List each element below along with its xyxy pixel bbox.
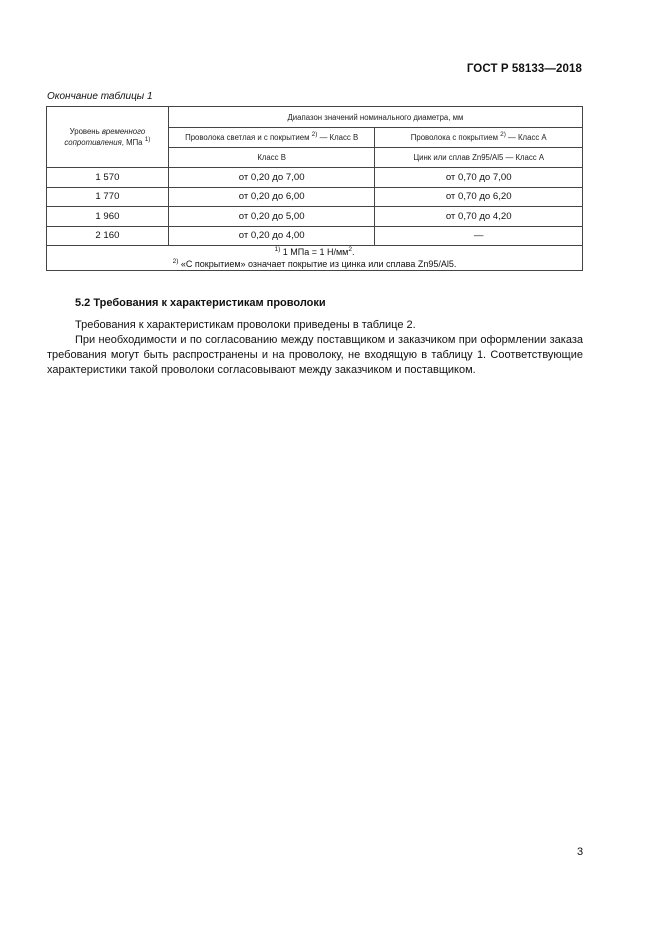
header-class-a: Проволока с покрытием $^{2)}$ — Класс А [375, 128, 583, 148]
header-strength: Уровень временного сопротивления, МПа $^{1)}$ [47, 107, 169, 168]
range-a-cell: от 0,70 до 4,20 [375, 207, 583, 227]
header-diameter-range: Диапазон значений номинального диаметра, мм [168, 107, 582, 128]
table-footnotes [47, 246, 583, 271]
subheader-class-a: Цинк или сплав Zn95/Al5 — Класс А [375, 148, 583, 168]
paragraph-2: При необходимости и по согласованию между поставщиком и заказчиком при оформлении заказа требования могут быть распространены и на проволоку, не входящую в таблицу 1. Соответствующие характеристики такой проволоки согласовывают между заказчиком и поставщиком. [47, 334, 583, 376]
document-id: ГОСТ Р 58133—2018 [466, 63, 582, 75]
range-a-cell: — [375, 226, 583, 246]
range-b-cell: от 0,20 до 5,00 [168, 207, 375, 227]
table-row [47, 207, 583, 227]
strength-cell: 2 160 [47, 226, 169, 246]
range-a-cell: от 0,70 до 6,20 [375, 187, 583, 207]
table-caption: Окончание таблицы 1 [47, 91, 153, 102]
table-row [47, 187, 583, 207]
strength-cell: 1 770 [47, 187, 169, 207]
strength-cell: 1 960 [47, 207, 169, 227]
strength-cell: 1 570 [47, 168, 169, 188]
range-a-cell: от 0,70 до 7,00 [375, 168, 583, 188]
range-b-cell: от 0,20 до 6,00 [168, 187, 375, 207]
range-b-cell: от 0,20 до 7,00 [168, 168, 375, 188]
subheader-class-b: Класс В [168, 148, 375, 168]
range-b-cell: от 0,20 до 4,00 [168, 226, 375, 246]
footnote-1: $^{1)}$ 1 МПа = 1 $Н/мм^2$. [274, 246, 355, 257]
section-title: 5.2 Требования к характеристикам проволоки [75, 297, 326, 309]
page-number: 3 [577, 846, 584, 858]
table-row [47, 226, 583, 246]
table-row [47, 168, 583, 188]
paragraph-1: Требования к характеристикам проволоки приведены в таблице 2. [75, 319, 416, 331]
footnote-2: $^{2)}$ «С покрытием» означает покрытие из цинка или сплава Zn95/Al5. [172, 258, 457, 269]
header-class-b: Проволока светлая и с покрытием $^{2)}$ — Класс В [168, 128, 375, 148]
wire-diameter-table [46, 106, 583, 271]
